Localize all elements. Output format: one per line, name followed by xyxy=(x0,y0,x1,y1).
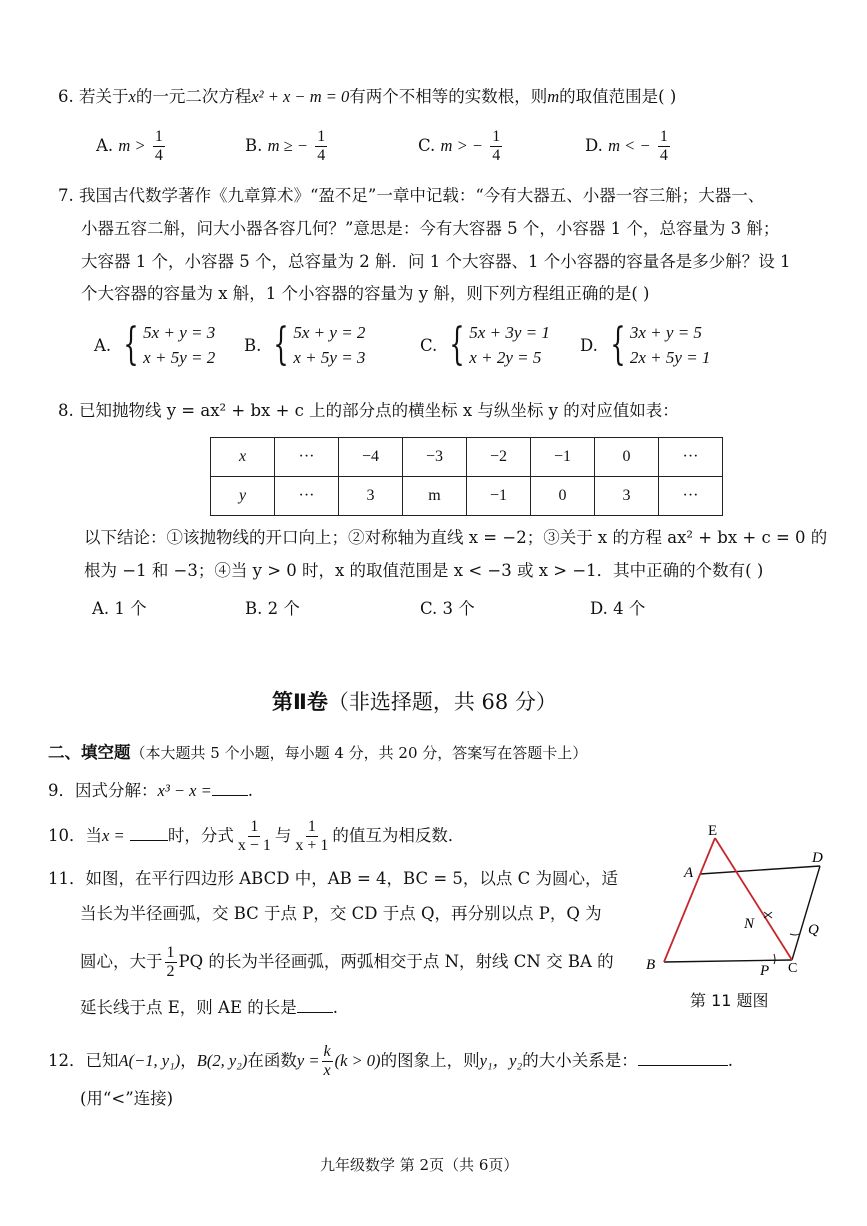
figure-caption: 第 11 题图 xyxy=(690,991,769,1010)
table-cell: 0 xyxy=(531,477,595,516)
q6-option-d: D. m < − $\frac{1}{4}$ xyxy=(585,128,668,164)
label-e: E xyxy=(708,823,718,839)
q7-line-3: 大容器 1 个，小容器 5 个，总容量为 2 斛．问 1 个大容器、1 个小容器的容量各是多少斛？设 1 xyxy=(81,252,791,271)
q11-line-2: 当长为半径画弧，交 BC 于点 P，交 CD 于点 Q，再分别以点 P，Q 为 xyxy=(80,904,602,923)
fraction: $\frac{1}{4}$ xyxy=(317,128,326,164)
q6-option-b: B. m ≥ − $\frac{1}{4}$ xyxy=(245,128,326,164)
table-cell: ··· xyxy=(659,438,723,477)
q9-number: 9． xyxy=(48,781,75,800)
table-cell: 0 xyxy=(595,438,659,477)
fraction: $\frac{1}{x - 1}$ xyxy=(237,818,271,854)
fraction: $\frac{1}{4}$ xyxy=(154,128,163,164)
q7-option-d: D. { 3x + y = 5 2x + 5y = 1 xyxy=(580,319,711,370)
answer-blank xyxy=(212,779,248,796)
q7-option-c: C. { 5x + 3y = 1 x + 2y = 5 xyxy=(420,319,550,370)
brace-icon: { xyxy=(449,319,465,370)
q12-number: 12． xyxy=(48,1051,86,1070)
q12: 12．已知A(−1, y₁)，B(2, y₂)在函数y = $\frac{k}{x}$ (k > 0)的图象上，则y₁，y₂的大小关系是： . xyxy=(48,1043,733,1079)
ray-ba-extended xyxy=(664,838,715,962)
q11-line-1: 11．如图，在平行四边形 ABCD 中，AB = 4，BC = 5，以点 C 为圆心，适 xyxy=(48,869,619,888)
q6-number: 6. xyxy=(58,87,74,106)
fraction: $\frac{k}{x}$ xyxy=(323,1043,331,1079)
answer-blank xyxy=(297,996,333,1013)
brace-icon: { xyxy=(123,319,139,370)
label-n: N xyxy=(744,916,755,932)
arc-mark xyxy=(774,954,775,964)
q8-option-c: C. 3 个 xyxy=(420,599,475,618)
table-row xyxy=(211,477,723,516)
q8-option-a: A. 1 个 xyxy=(92,599,147,618)
fill-in-heading: 二、填空题（本大题共 5 个小题，每小题 4 分，共 20 分，答案写在答题卡上） xyxy=(48,743,588,762)
q6-option-a: A. m > $\frac{1}{4}$ xyxy=(96,128,163,164)
table-row xyxy=(211,438,723,477)
fraction: $\frac{1}{2}$ xyxy=(166,944,175,980)
arc-intersection-mark xyxy=(764,912,772,918)
brace-icon: { xyxy=(610,319,626,370)
q7-line-1: 7. 我国古代数学著作《九章算术》“盈不足”一章中记载：“今有大器五、小器一容三斛；大器一、 xyxy=(58,186,765,205)
q8-value-table xyxy=(210,437,723,516)
q8-option-d: D. 4 个 xyxy=(590,599,646,618)
label-p: P xyxy=(760,963,770,979)
q11-line-4: 延长线于点 E，则 AE 的长是 . xyxy=(80,998,338,1017)
q11-line-3: 圆心，大于 $\frac{1}{2}$ PQ 的长为半径画弧，两弧相交于点 N，射线 CN 交 BA 的 xyxy=(80,944,614,980)
table-cell: −2 xyxy=(467,438,531,477)
brace-icon: { xyxy=(273,319,290,370)
fraction: $\frac{1}{4}$ xyxy=(659,128,668,164)
table-cell: 3 xyxy=(339,477,403,516)
fraction: $\frac{1}{x + 1}$ xyxy=(295,818,329,854)
label-d: D xyxy=(812,850,823,866)
q8-conclusions-line-1: 以下结论：①该抛物线的开口向上；②对称轴为直线 x = −2；③关于 x 的方程 ax² + bx + c = 0 的 xyxy=(84,528,828,547)
q6-stem: 6. 若关于x的一元二次方程x² + x − m = 0有两个不相等的实数根，则m的取值范围是( ) xyxy=(58,87,677,106)
table-cell: m xyxy=(403,477,467,516)
q10-number: 10． xyxy=(48,826,86,845)
fraction: $\frac{1}{4}$ xyxy=(492,128,501,164)
q12-note: (用“<”连接) xyxy=(80,1089,174,1108)
ray-cn xyxy=(715,838,792,960)
q7-option-a: A. { 5x + y = 3 x + 5y = 2 xyxy=(94,319,216,370)
q8-intro: 8. 已知抛物线 y = ax² + bx + c 上的部分点的横坐标 x 与纵坐标 y 的对应值如表： xyxy=(58,401,679,420)
table-cell: −1 xyxy=(467,477,531,516)
q10: 10．当x = 时，分式 $\frac{1}{x - 1}$ 与 $\frac{1}{x + 1}$ 的值互为相反数． xyxy=(48,818,465,854)
table-header-x: x xyxy=(211,438,275,477)
q7-number: 7. xyxy=(58,186,74,205)
q6-option-c: C. m > − $\frac{1}{4}$ xyxy=(418,128,501,164)
table-cell: ··· xyxy=(275,438,339,477)
label-b: B xyxy=(646,957,656,973)
side-ad xyxy=(700,866,820,874)
table-cell: −3 xyxy=(403,438,467,477)
table-cell: ··· xyxy=(659,477,723,516)
q6-equation: x² + x − m = 0 xyxy=(251,87,350,106)
table-cell: ··· xyxy=(275,477,339,516)
side-dc xyxy=(792,866,820,960)
label-q: Q xyxy=(808,922,819,938)
q7-line-2: 小器五容二斛，问大小器各容几何？”意思是：今有大容器 5 个，小容器 1 个，总容量为 3 斛； xyxy=(81,219,780,238)
table-header-y: y xyxy=(211,477,275,516)
answer-blank xyxy=(130,824,168,841)
q8-option-b: B. 2 个 xyxy=(245,599,300,618)
answer-blank xyxy=(638,1049,728,1066)
section-title: 第Ⅱ卷（非选择题，共 68 分） xyxy=(272,690,557,714)
arc-mark xyxy=(790,934,799,935)
table-cell: −4 xyxy=(339,438,403,477)
table-cell: 3 xyxy=(595,477,659,516)
table-cell: −1 xyxy=(531,438,595,477)
q7-line-4: 个大容器的容量为 x 斛，1 个小容器的容量为 y 斛，则下列方程组正确的是( ) xyxy=(81,284,650,303)
side-cb xyxy=(664,960,792,962)
q7-option-b: B. { 5x + y = 2 x + 5y = 3 xyxy=(244,319,366,370)
label-a: A xyxy=(684,865,694,881)
q11-figure xyxy=(640,822,840,1010)
page-footer: 九年级数学 第 2页（共 6页） xyxy=(320,1156,519,1174)
q8-conclusions-line-2: 根为 −1 和 −3；④当 y > 0 时，x 的取值范围是 x < −3 或 x > −1．其中正确的个数有( ) xyxy=(84,561,764,580)
q11-number: 11． xyxy=(48,869,86,888)
answer-paren: ( ) xyxy=(658,87,677,106)
label-c: C xyxy=(788,961,798,976)
q9: 9．因式分解：x³ − x = . xyxy=(48,781,253,800)
q8-number: 8. xyxy=(58,401,74,420)
